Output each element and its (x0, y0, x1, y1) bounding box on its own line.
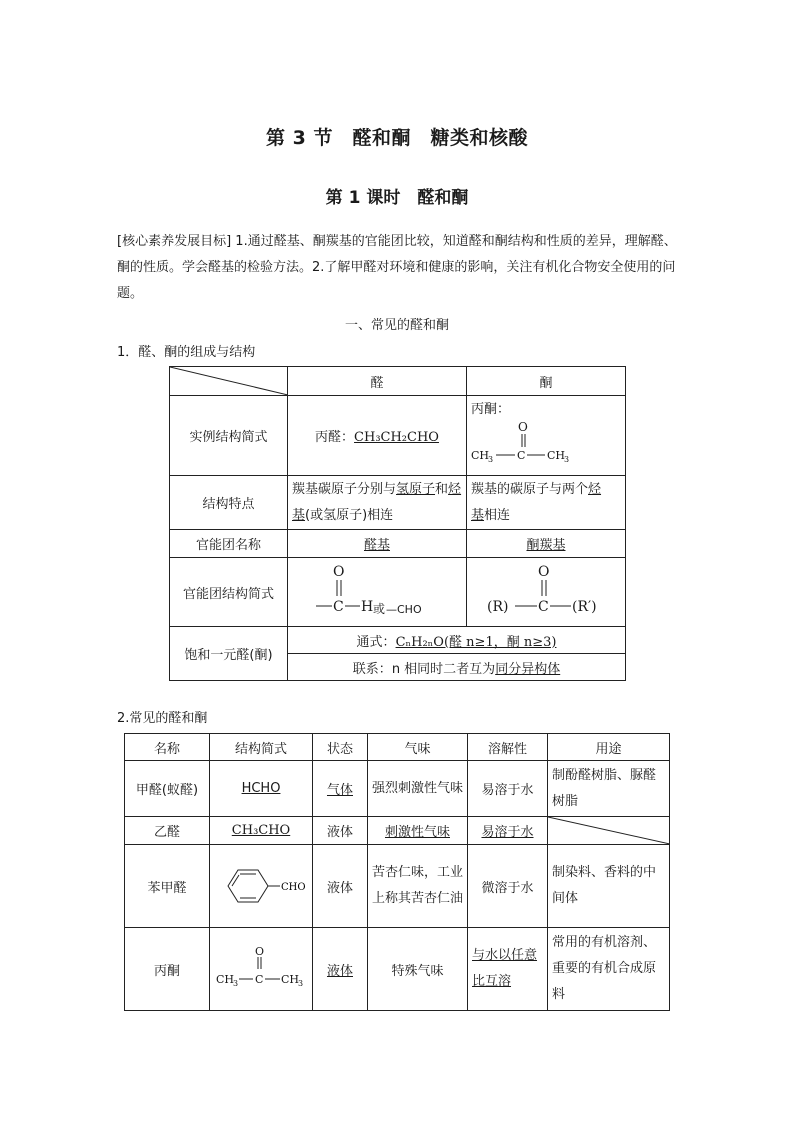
ketone-feature-cell (467, 476, 626, 530)
table-row-solubility: 易溶于水 (468, 817, 548, 845)
table-row-smell: 强烈刺激性气味 (368, 761, 468, 817)
table-row-smell: 苦杏仁味，工业上称其苦杏仁油 (368, 845, 468, 928)
acetone-prefix: 丙酮： (471, 402, 511, 417)
svg-text:O: O (255, 945, 265, 958)
svg-text:(R): (R) (487, 599, 509, 615)
svg-text:H: H (361, 599, 374, 615)
acetone-structure-cell (210, 928, 313, 1011)
header-state: 状态 (313, 734, 368, 761)
ketone-group-name: 酮羰基 (467, 530, 626, 558)
ketone-group-structure-diagram (467, 558, 625, 622)
propanal-formula: CH₃CH₂CHO (354, 430, 439, 445)
svg-text:CH: CH (547, 449, 566, 462)
svg-text:O: O (333, 564, 345, 580)
ketone-feature-hydrocarbyl-b: 基 (471, 507, 485, 523)
ketone-feature-tail: 相连 (484, 507, 511, 523)
svg-text:3: 3 (488, 455, 494, 464)
table-row-solubility: 与水以任意比互溶 (468, 928, 548, 1011)
core-goal-paragraph (117, 229, 682, 307)
table-row-solubility: 微溶于水 (468, 845, 548, 928)
general-formula-cell (288, 627, 626, 654)
benzaldehyde-cho: CHO (281, 882, 306, 893)
section-heading: 一、常见的醛和酮 (344, 318, 449, 333)
table-row-use: 常用的有机溶剂、重要的有机合成原料 (548, 928, 670, 1011)
aldehyde-feature-tail: (或氢原子)相连 (305, 507, 394, 523)
subheading-composition: 1．醛、酮的组成与结构 (117, 345, 256, 360)
svg-text:CH: CH (216, 973, 235, 986)
acetone-structure-diagram (210, 939, 312, 999)
table-row-use: 制酚醛树脂、脲醛树脂 (548, 761, 670, 817)
table-row-name: 苯甲醛 (125, 845, 210, 928)
svg-text:C: C (517, 449, 526, 462)
table-row-name: 甲醛(蚁醛) (125, 761, 210, 817)
row-label-example: 实例结构简式 (170, 396, 288, 476)
ketone-feature-hydrocarbyl-a: 烃 (588, 481, 602, 497)
propanal-cell (288, 396, 467, 476)
or-text: 或 (373, 602, 386, 616)
header-solubility: 溶解性 (468, 734, 548, 761)
row-label-feature: 结构特点 (170, 476, 288, 530)
table-row-state: 液体 (313, 928, 368, 1011)
aldehyde-feature-hydrocarbyl: 烃基 (292, 481, 462, 523)
diagonal-header-cell (170, 367, 288, 396)
relation-value: 同分异构体 (495, 661, 561, 677)
table-row-formula: CH₃CHO (210, 817, 313, 845)
subheading-common: 2.常见的醛和酮 (117, 711, 208, 726)
aldehyde-feature-cell (288, 476, 467, 530)
table-row-state: 液体 (313, 817, 368, 845)
svg-text:3: 3 (564, 455, 570, 464)
table-row-use: 制染料、香料的中间体 (548, 845, 670, 928)
row-label-saturated: 饱和一元醛(酮) (170, 627, 288, 681)
aldehyde-feature-hydrogen: 氢原子 (396, 481, 436, 497)
header-formula: 结构简式 (210, 734, 313, 761)
aldehyde-group-structure-cell (288, 558, 467, 627)
benzaldehyde-structure-diagram (210, 856, 312, 916)
lesson-title: 第 1 课时 醛和酮 (325, 188, 469, 208)
row-label-group-structure: 官能团结构简式 (170, 558, 288, 627)
table-row-name: 丙酮 (125, 928, 210, 1011)
svg-text:C: C (333, 599, 344, 615)
svg-text:3: 3 (298, 979, 304, 988)
row-label-group-name: 官能团名称 (170, 530, 288, 558)
diagonal-line (170, 367, 288, 395)
col-header-ketone: 酮 (467, 367, 626, 396)
table-row-state: 气体 (313, 761, 368, 817)
col-header-aldehyde: 醛 (288, 367, 467, 396)
goal-text: 1.通过醛基、酮羰基的官能团比较，知道醛和酮结构和性质的差异，理解醛、酮的性质。学会醛基的检验方法。2.了解甲醛对环境和健康的影响，关注有机化合物安全使用的问题。 (117, 234, 677, 301)
aldehyde-ketone-structure-table (169, 366, 626, 681)
general-formula: CₙH₂ₙO (395, 634, 444, 650)
aldehyde-feature-text: 羰基碳原子分别与 (292, 481, 397, 497)
svg-text:C: C (538, 599, 549, 615)
ketone-feature-text: 羰基的碳原子与两个 (471, 481, 589, 497)
svg-text:(R′): (R′) (572, 599, 597, 615)
aldehyde-group-structure-diagram (288, 558, 466, 622)
table-row-smell: 特殊气味 (368, 928, 468, 1011)
common-aldehyde-ketone-table (124, 733, 670, 1011)
table-row-name: 乙醛 (125, 817, 210, 845)
relation-text: n 相同时二者互为 (391, 661, 496, 677)
acetone-structure-diagram (471, 417, 581, 467)
header-name: 名称 (125, 734, 210, 761)
svg-text:CH: CH (471, 449, 490, 462)
relation-prefix: 联系： (352, 661, 392, 677)
header-smell: 气味 (368, 734, 468, 761)
goal-label: [核心素养发展目标] (117, 234, 232, 249)
svg-text:CH: CH (281, 973, 300, 986)
diagonal-line (548, 817, 670, 844)
svg-text:C: C (255, 973, 264, 986)
table-row-use-empty (548, 817, 670, 845)
benzaldehyde-structure-cell (210, 845, 313, 928)
aldehyde-feature-and: 和 (435, 481, 449, 497)
general-formula-prefix: 通式： (356, 634, 396, 650)
svg-text:3: 3 (233, 979, 239, 988)
table-row-state: 液体 (313, 845, 368, 928)
cho-formula: —CHO (386, 603, 422, 616)
page-title: 第 3 节 醛和酮 糖类和核酸 (266, 127, 528, 149)
aldehyde-group-name: 醛基 (288, 530, 467, 558)
propanal-prefix: 丙醛： (315, 430, 355, 445)
ketone-group-structure-cell (467, 558, 626, 627)
acetone-cell (467, 396, 626, 476)
general-formula-range: (醛 n≥1，酮 n≥3) (443, 634, 557, 650)
svg-text:O: O (538, 564, 550, 580)
table-row-solubility: 易溶于水 (468, 761, 548, 817)
svg-text:O: O (518, 420, 528, 434)
table-row-smell: 刺激性气味 (368, 817, 468, 845)
relation-cell (288, 654, 626, 681)
table-row-formula: HCHO (210, 761, 313, 817)
header-use: 用途 (548, 734, 670, 761)
